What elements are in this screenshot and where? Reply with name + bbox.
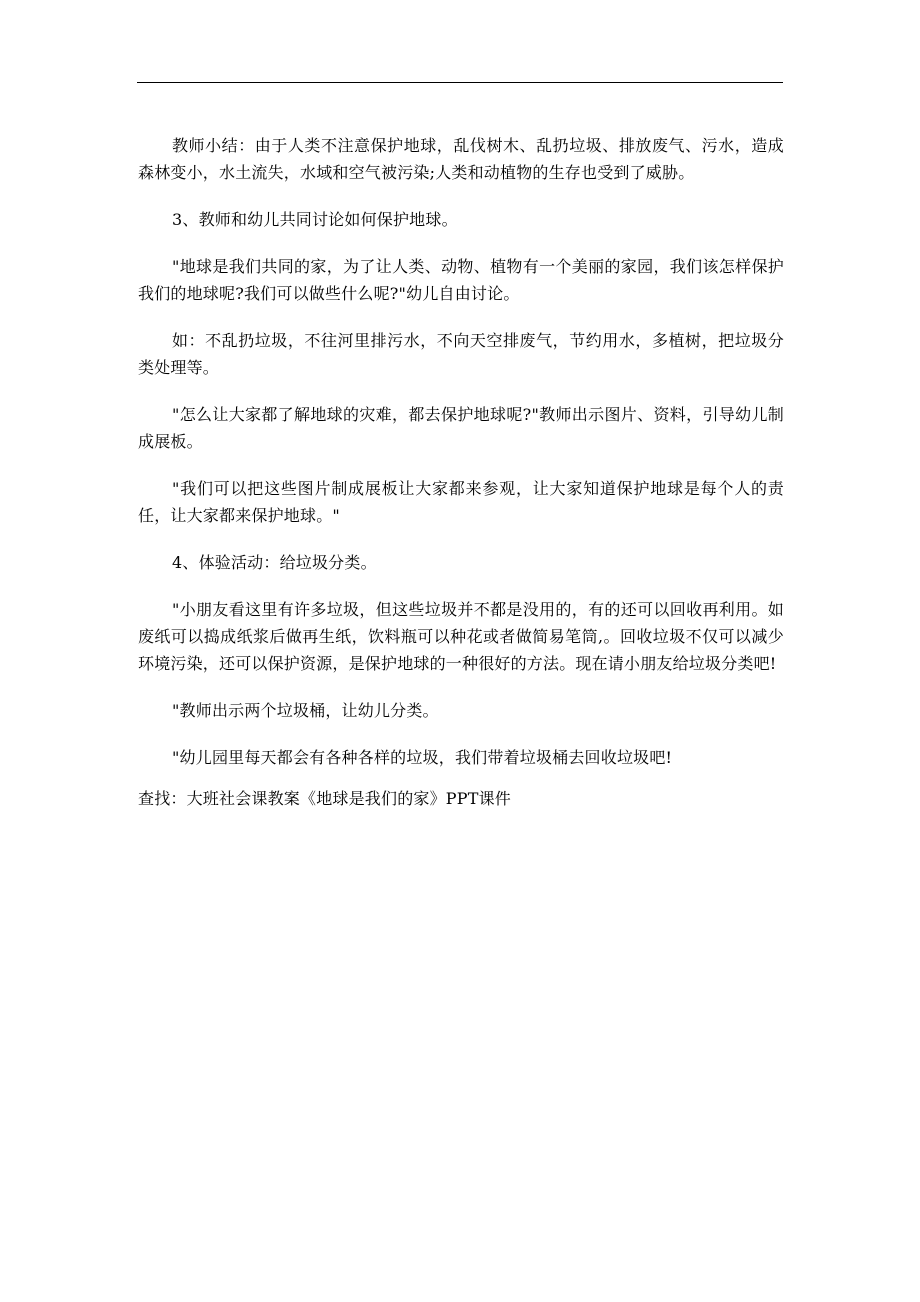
header-divider xyxy=(137,82,783,83)
search-link-line[interactable]: 查找：大班社会课教案《地球是我们的家》PPT课件 xyxy=(138,789,512,808)
step-4-heading: 4、体验活动：给垃圾分类。 xyxy=(172,553,377,572)
trash-bins-paragraph: "教师出示两个垃圾桶，让幼儿分类。 xyxy=(172,701,439,720)
step-3-heading: 3、教师和幼儿共同讨论如何保护地球。 xyxy=(172,210,458,229)
recycling-explanation-paragraph: "小朋友看这里有许多垃圾，但这些垃圾并不都是没用的，有的还可以回收再利用。如废纸可以捣成纸浆后做再生纸，饮料瓶可以种花或者做简易笔筒,。回收垃圾不仅可以减少环境污染，还可以保护资源，是保护地球的一种很好的方法。现在请小朋友给垃圾分类吧! xyxy=(138,600,784,673)
protection-examples-paragraph: 如：不乱扔垃圾，不往河里排污水，不向天空排废气，节约用水，多植树，把垃圾分类处理等。 xyxy=(138,331,784,377)
document-body xyxy=(138,132,784,832)
collect-trash-paragraph: "幼儿园里每天都会有各种各样的垃圾，我们带着垃圾桶去回收垃圾吧! xyxy=(172,748,673,767)
exhibition-board-paragraph: "怎么让大家都了解地球的灾难，都去保护地球呢?"教师出示图片、资料，引导幼儿制成展板。 xyxy=(138,405,784,451)
discussion-question-paragraph: "地球是我们共同的家，为了让人类、动物、植物有一个美丽的家园，我们该怎样保护我们的地球呢?我们可以做些什么呢?"幼儿自由讨论。 xyxy=(138,257,784,303)
teacher-summary-paragraph: 教师小结：由于人类不注意保护地球，乱伐树木、乱扔垃圾、排放废气、污水，造成森林变小，水土流失，水域和空气被污染;人类和动植物的生存也受到了威胁。 xyxy=(138,136,784,182)
responsibility-paragraph: "我们可以把这些图片制成展板让大家都来参观，让大家知道保护地球是每个人的责任，让大家都来保护地球。" xyxy=(138,479,784,525)
